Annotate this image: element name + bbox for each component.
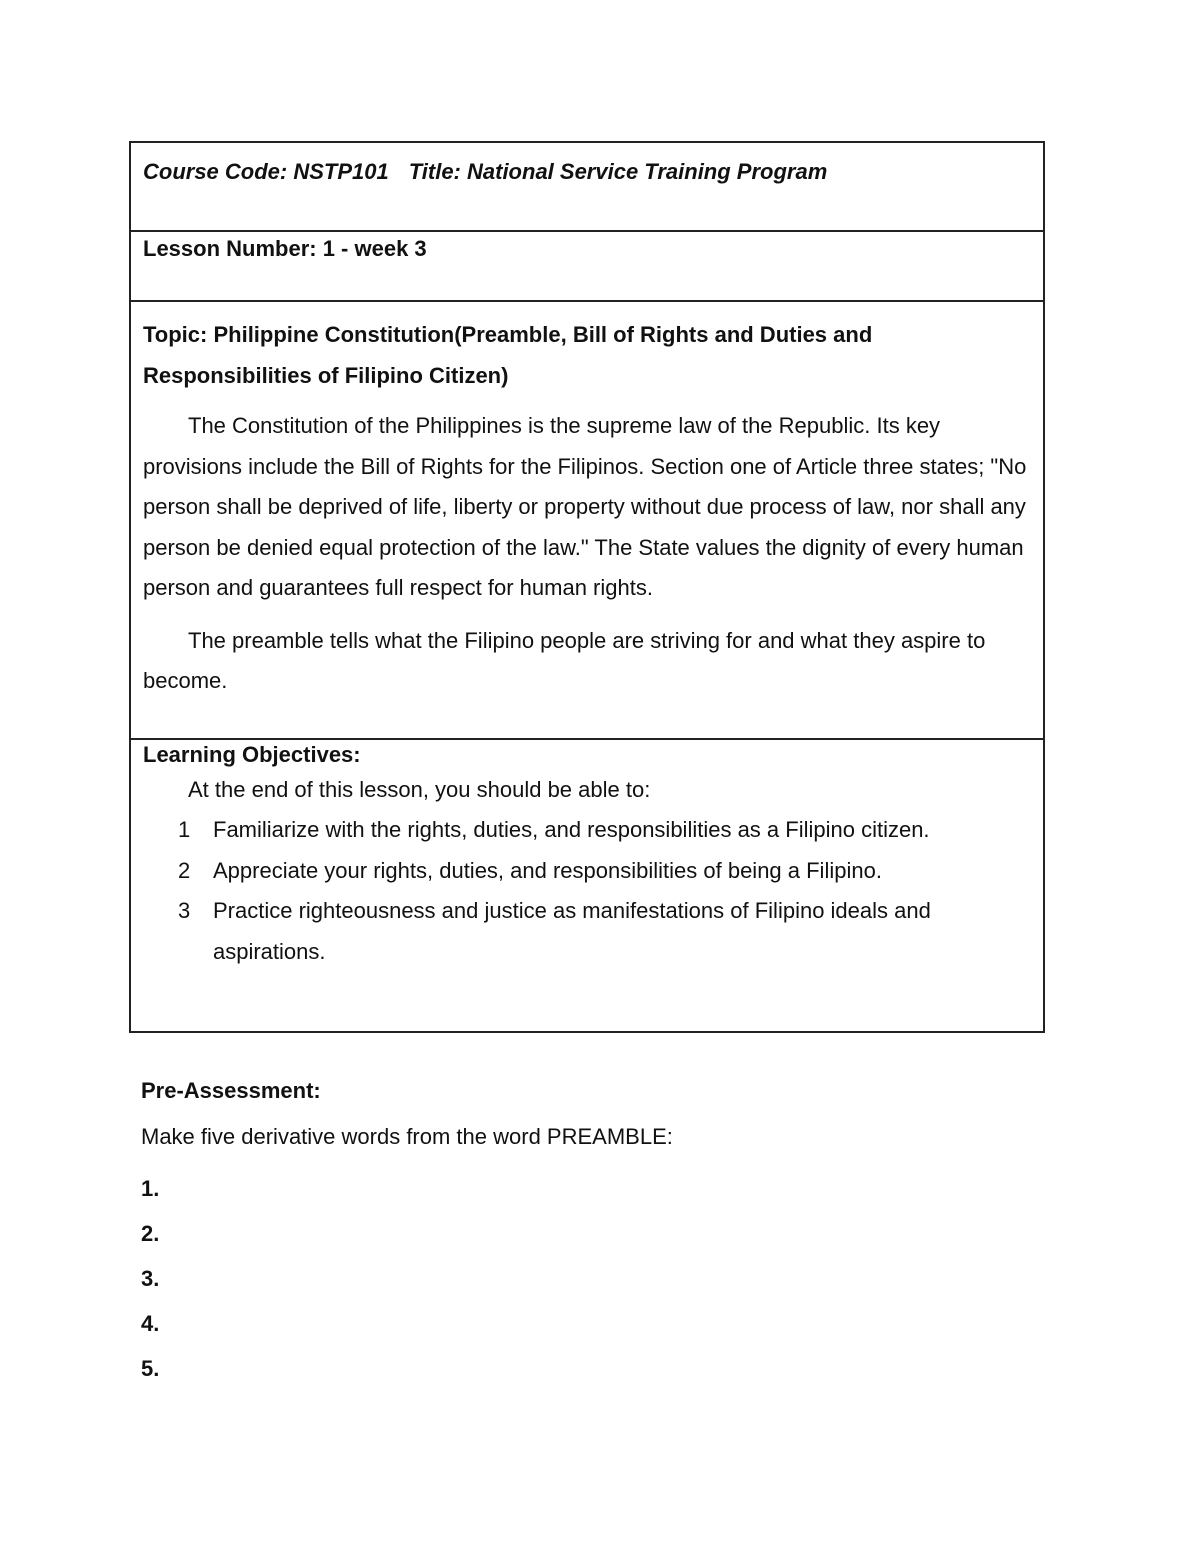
course-code: Course Code: NSTP101 — [143, 159, 389, 184]
objective-item — [143, 891, 1031, 972]
objective-number: 1 — [178, 817, 191, 842]
topic-paragraph-1: The Constitution of the Philippines is the supreme law of the Republic. Its key provisions include the Bill of Rights for the Filipinos. Section one of Article three states; "No person shall be deprived of life, liberty or property without due process of law, nor shall any person be denied equal protection of the law." The State values the dignity of every human person and guarantees full respect for human rights. — [143, 413, 1027, 600]
answer-line: 3. — [141, 1266, 160, 1291]
objectives-intro: At the end of this lesson, you should be able to: — [188, 777, 651, 802]
course-line — [143, 157, 1031, 187]
objectives-list — [143, 810, 1031, 972]
course-title: Title: National Service Training Program — [408, 159, 828, 184]
answer-line: 4. — [141, 1311, 160, 1336]
objective-text: Appreciate your rights, duties, and responsibilities of being a Filipino. — [213, 857, 882, 883]
answer-line: 2. — [141, 1221, 160, 1246]
lesson-number: Lesson Number: 1 - week 3 — [143, 236, 427, 261]
topic-heading — [143, 314, 1031, 396]
objective-number: 2 — [178, 857, 191, 883]
lesson-info-table — [129, 141, 1045, 1033]
objective-item — [143, 851, 1031, 892]
topic-paragraph-2: The preamble tells what the Filipino people are striving for and what they aspire to become. — [143, 627, 986, 693]
objective-item — [143, 810, 1031, 851]
objectives-cell — [131, 740, 1043, 1031]
objectives-heading: Learning Objectives: — [143, 742, 361, 767]
topic-line-1: Topic: Philippine Constitution(Preamble, Bill of Rights and Duties and — [143, 322, 873, 347]
lesson-number-cell — [131, 232, 1043, 302]
answer-line: 5. — [141, 1356, 160, 1381]
course-cell — [131, 143, 1043, 232]
objective-text: Practice righteousness and justice as manifestations of Filipino ideals and aspirations. — [213, 898, 931, 964]
pre-assessment-instruction: Make five derivative words from the word PREAMBLE: — [141, 1124, 673, 1149]
pre-assessment-heading: Pre-Assessment: — [141, 1078, 321, 1103]
topic-cell — [131, 302, 1043, 740]
objective-text: Familiarize with the rights, duties, and responsibilities as a Filipino citizen. — [213, 817, 930, 842]
pre-assessment-section — [141, 1076, 1041, 1391]
objective-number: 3 — [178, 898, 191, 923]
answer-line: 1. — [141, 1176, 160, 1201]
answer-list — [141, 1166, 1041, 1391]
topic-line-2: Responsibilities of Filipino Citizen) — [143, 363, 509, 388]
